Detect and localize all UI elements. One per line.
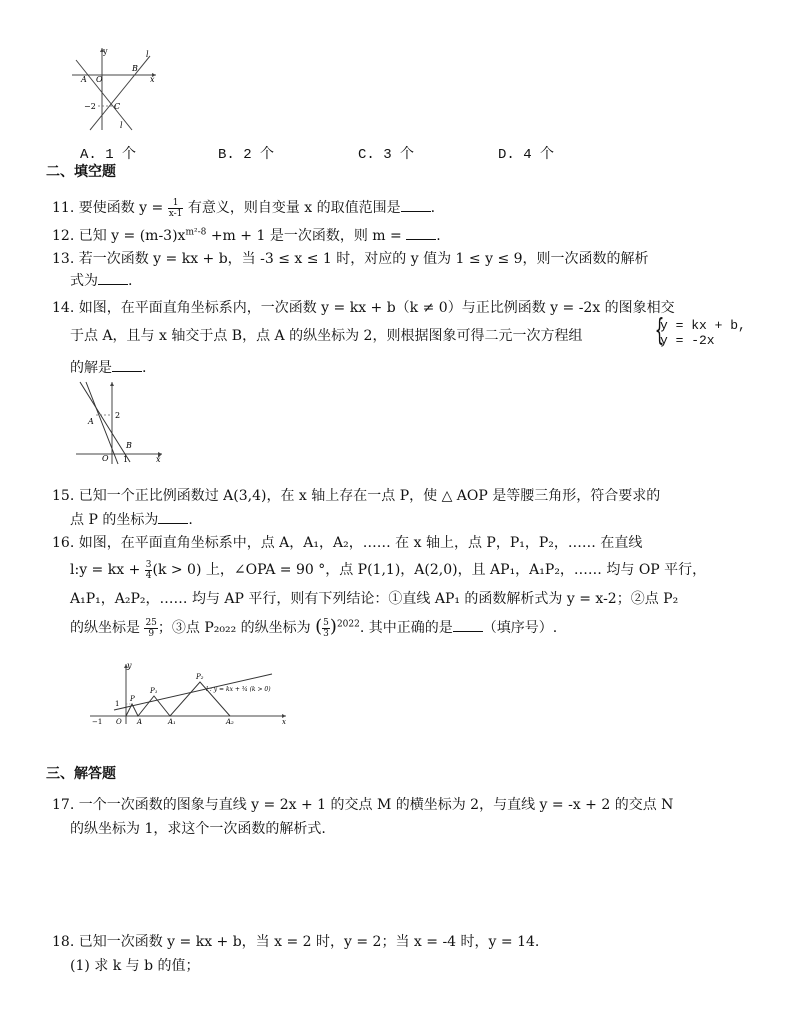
- q14-x-axis-label: x: [156, 455, 161, 464]
- q13-line1: 若一次函数 y = kx + b，当 -3 ≤ x ≤ 1 时，对应的 y 值为 1 ≤ y ≤ 9，则一次函数的解析: [78, 251, 649, 267]
- q16-point-a2-label: A₂: [226, 718, 234, 726]
- q11-text-pre: 要使函数 y =: [78, 200, 168, 216]
- q10-option-d: D. 4 个: [498, 147, 555, 163]
- q16-point-p-label: P: [130, 695, 135, 703]
- q14-one-label: 1: [123, 455, 129, 464]
- q11-fraction: $\frac{1}{x-1}$: [168, 197, 183, 219]
- q16-line4: 的纵坐标是 $\frac{25}{9}$ ；③点 P₂₀₂₂ 的纵坐标为 ( $\frac{5}{3}$ )$^{2022}$. 其中正确的是 （填序号）.: [70, 616, 558, 639]
- question-18: [52, 931, 539, 951]
- q16-answer-blank[interactable]: [453, 619, 483, 632]
- q17-line1: 一个一次函数的图象与直线 y = 2x + 1 的交点 M 的横坐标为 2，与直线 y = -x + 2 的交点 N: [78, 797, 674, 813]
- q12-answer-blank[interactable]: [406, 227, 436, 240]
- q14-line1: 如图，在平面直角坐标系内，一次函数 y = kx + b（k ≠ 0）与正比例函数 y = -2x 的图象相交: [78, 300, 675, 316]
- q16-point-p1-label: P₁: [150, 687, 158, 695]
- q10-option-a: A. 1 个: [80, 147, 137, 163]
- q14-equation-system: { y = kx + b, y = -2x: [654, 313, 746, 348]
- q18-number: 18.: [52, 934, 75, 950]
- q16-origin-label: O: [116, 718, 122, 726]
- q15-number: 15.: [52, 488, 75, 504]
- q10-option-b: B. 2 个: [218, 147, 275, 163]
- section-fill-blank-heading: 二、填空题: [46, 164, 116, 180]
- q12-number: 12.: [52, 228, 75, 244]
- q14-answer-blank[interactable]: [112, 359, 142, 372]
- q14-figure: [72, 378, 167, 466]
- q14-origin-label: O: [102, 454, 109, 463]
- x-axis-label: x: [150, 75, 155, 84]
- q16-line3: A₁P₁，A₂P₂，…… 均与 AP 平行，则有下列结论：①直线 AP₁ 的函数解析式为 y = x-2；②点 P₂: [70, 591, 679, 607]
- question-17: [52, 794, 673, 814]
- origin-label: O: [96, 75, 103, 84]
- q16-one-label: 1: [115, 700, 120, 708]
- l2-label: l: [120, 121, 123, 130]
- q13-answer-blank[interactable]: [98, 272, 128, 285]
- q10-figure: [70, 44, 160, 132]
- q17-line2: 的纵坐标为 1，求这个一次函数的解析式.: [70, 821, 326, 837]
- q16-point-a-label: A: [137, 718, 143, 726]
- point-a-label: A: [81, 75, 87, 84]
- question-13: [52, 248, 649, 268]
- q15-answer-blank[interactable]: [158, 511, 188, 524]
- q13-line2: 式为 .: [70, 273, 133, 289]
- question-12: 12. 已知 $y = (m-3)x^{m^2-8} +m + 1$ 是一次函数，则 m = .: [52, 227, 441, 244]
- q16-y-axis-label: y: [127, 661, 132, 670]
- question-16: [52, 532, 642, 552]
- q16-point-a1-label: A₁: [168, 718, 176, 726]
- q11-text-post: 有意义，则自变量 x 的取值范围是: [187, 200, 401, 216]
- y-axis-label: y: [103, 47, 108, 56]
- q14-equation-2: y = -2x: [660, 333, 715, 348]
- q14-number: 14.: [52, 300, 75, 316]
- question-11: 11. 要使函数 y = $\frac{1}{x-1}$ 有意义，则自变量 x 的取值范围是 .: [52, 197, 436, 219]
- q14-equation-1: y = kx + b,: [660, 318, 746, 333]
- minus-two-label: −2: [84, 102, 96, 111]
- q16-number: 16.: [52, 535, 75, 551]
- q16-point-p2-label: P₂: [196, 673, 204, 681]
- q15-line2: 点 P 的坐标为 .: [70, 512, 193, 528]
- q16-x-axis-label: x: [282, 718, 286, 726]
- point-c-label: C: [114, 102, 121, 111]
- q18-line1: 已知一次函数 y = kx + b，当 x = 2 时，y = 2；当 x = -4 时，y = 14.: [78, 934, 540, 950]
- q14-point-b-label: B: [126, 441, 132, 450]
- q17-number: 17.: [52, 797, 75, 813]
- q14-line3: 的解是 .: [70, 360, 147, 376]
- question-15: [52, 485, 660, 505]
- q13-number: 13.: [52, 251, 75, 267]
- q16-line-equation-label: l : y = kx + ¾ (k > 0): [206, 686, 271, 693]
- question-14: [52, 297, 675, 317]
- q12-text-post: +m + 1 是一次函数，则 m =: [206, 228, 407, 244]
- section-answer-heading: 三、解答题: [46, 766, 116, 782]
- q14-point-a-label: A: [88, 417, 94, 426]
- q11-answer-blank[interactable]: [401, 199, 431, 212]
- q16-line2: l:y = kx + $\frac{3}{4}$ (k > 0) 上，∠OPA = 90 °，点 P(1,1)，A(2,0)，且 AP₁，A₁P₂，…… 均与 OP 平行，: [70, 559, 707, 581]
- q14-line2: 于点 A，且与 x 轴交于点 B，点 A 的纵坐标为 2，则根据图象可得二元一次方程组: [70, 328, 583, 344]
- q11-number: 11.: [52, 200, 75, 216]
- q16-line1: 如图，在平面直角坐标系中，点 A，A₁，A₂，…… 在 x 轴上，点 P，P₁，P₂，…… 在直线: [78, 535, 643, 551]
- l1-label: l: [146, 50, 149, 59]
- q10-option-c: C. 3 个: [358, 147, 415, 163]
- q16-figure: [86, 660, 296, 726]
- point-b-label: B: [132, 64, 138, 73]
- q16-minus-one-label: −1: [92, 718, 103, 726]
- q15-line1: 已知一个正比例函数过 A(3,4)，在 x 轴上存在一点 P，使 △ AOP 是等腰三角形，符合要求的: [78, 488, 661, 504]
- q12-text-pre: 已知 y = (m-3)x: [78, 228, 186, 244]
- q12-exponent: m²-8: [185, 227, 207, 238]
- q18-sub1: (1) 求 k 与 b 的值；: [70, 958, 200, 974]
- q14-two-label: 2: [115, 411, 121, 420]
